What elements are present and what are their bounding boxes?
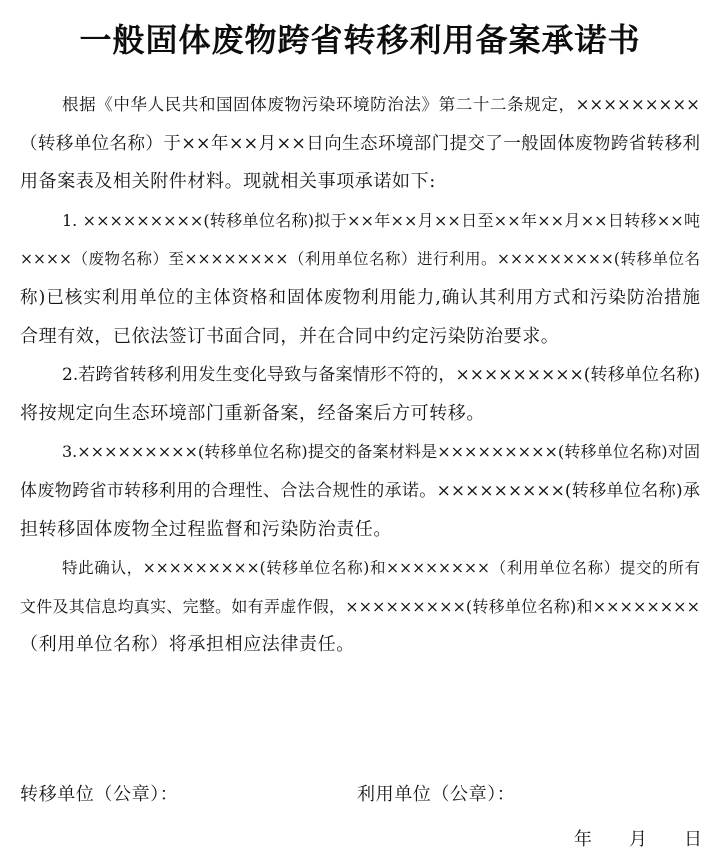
paragraph-commitment-3 <box>20 433 700 549</box>
text-line: （利用单位名称）将承担相应法律责任。 <box>20 634 355 656</box>
document-body <box>20 86 700 665</box>
text-line: 特此确认，×××××××××(转移单位名称)和××××××××（利用单位名称）提交的所有 <box>62 559 700 578</box>
text-line: 体废物跨省市转移利用的合理性、合法合规性的承诺。×××××××××(转移单位名称)承 <box>20 480 700 501</box>
text-line: ××××（废物名称）至××××××××（利用单位名称）进行利用。×××××××××(转移单位名 <box>20 250 700 269</box>
paragraph-commitment-2 <box>20 356 700 433</box>
paragraph-preamble <box>20 86 700 202</box>
paragraph-confirmation <box>20 549 700 665</box>
text-line: （转移单位名称）于××年××月××日向生态环境部门提交了一般固体废物跨省转移利 <box>20 133 700 154</box>
transfer-unit-seal-label: 转移单位（公章）： <box>20 784 179 805</box>
text-line: 将按规定向生态环境部门重新备案，经备案后方可转移。 <box>20 402 485 424</box>
text-line: 称)已核实利用单位的主体资格和固体废物利用能力,确认其利用方式和污染防治措施 <box>20 287 700 308</box>
text-line: 合理有效，已依法签订书面合同，并在合同中约定污染防治要求。 <box>20 325 560 347</box>
date-year-label: 年 <box>574 829 592 850</box>
date-month-label: 月 <box>629 829 647 850</box>
text-line: 3.×××××××××(转移单位名称)提交的备案材料是×××××××××(转移单位名称)对固 <box>62 442 700 462</box>
document-title: 一般固体废物跨省转移利用备案承诺书 <box>79 21 641 59</box>
text-line: 文件及其信息均真实、完整。如有弄虚作假，×××××××××(转移单位名称)和×××××××× <box>20 596 700 616</box>
text-line: 1. ×××××××××(转移单位名称)拟于××年××月××日至××年××月××日转移××吨 <box>62 210 700 230</box>
date-day-label: 日 <box>684 829 702 850</box>
text-line: 用备案表及相关附件材料。现就相关事项承诺如下: <box>20 171 436 193</box>
paragraph-commitment-1 <box>20 202 700 356</box>
text-line: 根据《中华人民共和国固体废物污染环境防治法》第二十二条规定，××××××××× <box>62 95 700 114</box>
text-line: 担转移固体废物全过程监督和污染防治责任。 <box>20 518 392 540</box>
utilization-unit-seal-label: 利用单位（公章）： <box>357 784 516 805</box>
text-line: 2.若跨省转移利用发生变化导致与备案情形不符的，×××××××××(转移单位名称) <box>62 365 700 386</box>
